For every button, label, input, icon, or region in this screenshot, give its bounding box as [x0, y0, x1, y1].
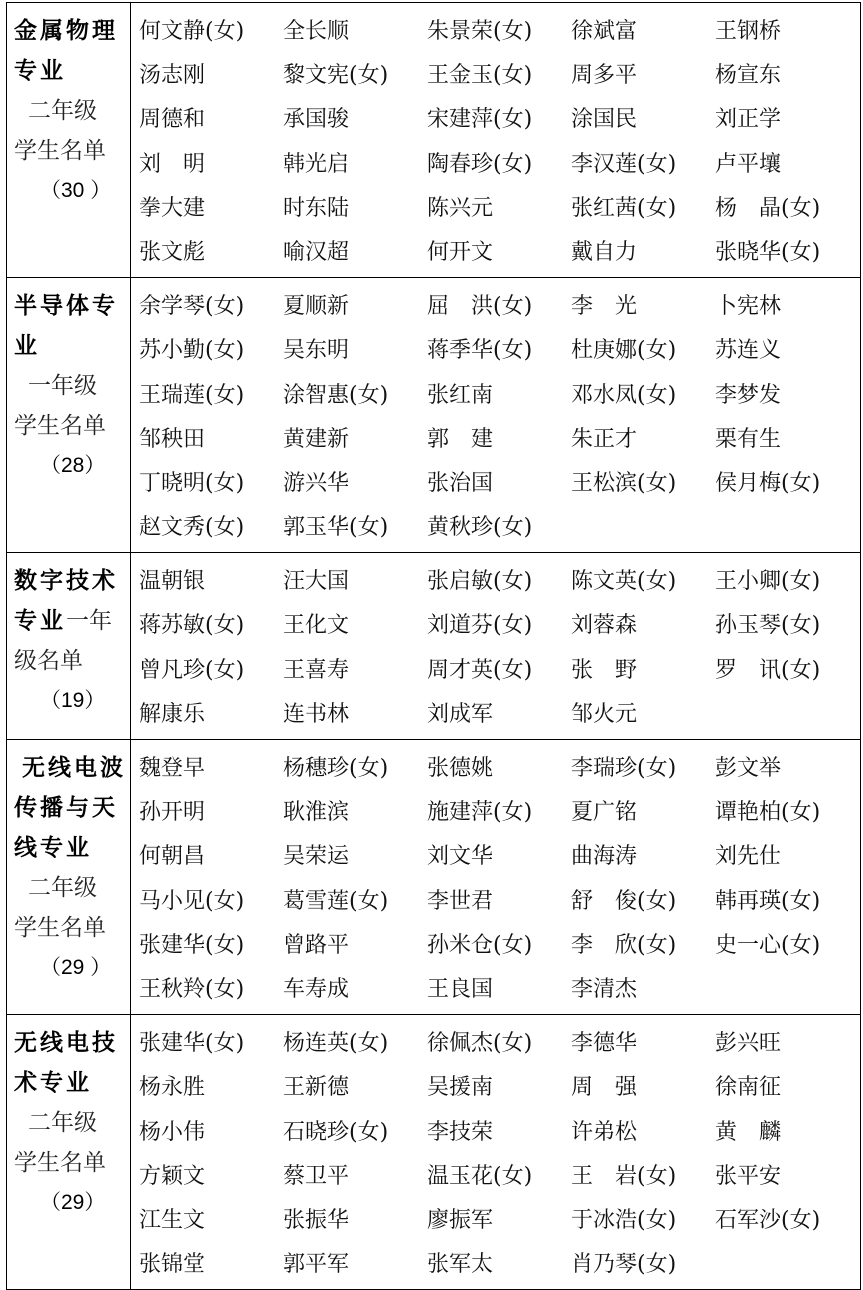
student-name: 邹秧田: [139, 426, 206, 452]
student-name: 李 光: [571, 294, 638, 320]
student-name: 朱景荣(女): [427, 19, 533, 44]
student-name: 汤志刚: [139, 63, 206, 89]
student-name: 彭兴旺: [715, 1031, 782, 1057]
student-name: 许弟松: [571, 1119, 638, 1145]
name-cell: [131, 278, 861, 553]
student-name: 江生文: [139, 1207, 206, 1233]
student-name: 张建华(女): [139, 932, 245, 958]
student-name: 舒 俊(女): [571, 888, 677, 914]
label-line: 无线电技: [14, 1030, 118, 1057]
student-name: 罗 讯(女): [715, 657, 821, 683]
label-line: 二年级: [28, 98, 97, 124]
student-name: 王钢桥: [715, 19, 782, 44]
student-name: 蔡卫平: [283, 1163, 350, 1189]
student-name: 杨小伟: [139, 1119, 206, 1145]
label-line: [14, 601, 130, 641]
student-name: 时东陆: [283, 195, 350, 221]
label-line: 一年级: [28, 373, 97, 400]
student-name: 曾凡珍(女): [139, 657, 245, 683]
student-name: 刘成军: [427, 701, 494, 727]
student-name: 李梦发: [715, 382, 782, 408]
label-line: 半导体专: [14, 293, 118, 320]
student-name: 于冰浩(女): [571, 1207, 677, 1233]
student-name: 张晓华(女): [715, 239, 821, 265]
student-name: 张红茜(女): [571, 195, 677, 221]
student-name: 车寿成: [283, 976, 350, 1002]
student-name: 周多平: [571, 63, 638, 89]
student-name: 蒋苏敏(女): [139, 613, 245, 639]
student-count: （30 ）: [40, 179, 112, 202]
label-line: 二年级: [28, 1110, 97, 1137]
student-name: 陶春珍(女): [427, 151, 533, 177]
student-name: 喻汉超: [283, 239, 350, 265]
student-name: 涂智惠(女): [283, 382, 389, 408]
label-line: 二年级: [28, 875, 97, 901]
label-line: 学生名单: [14, 138, 106, 164]
student-name: 张红南: [427, 382, 494, 408]
name-grid: [139, 12, 860, 277]
name-cell: [131, 740, 861, 1015]
student-name: 何开文: [427, 239, 494, 265]
name-grid: [139, 287, 860, 552]
student-name: 徐斌富: [571, 19, 638, 44]
student-name: 彭文举: [715, 756, 782, 781]
student-count: （29）: [40, 1191, 106, 1215]
name-grid: [139, 749, 860, 1014]
student-name: 吴荣运: [283, 844, 350, 870]
student-name: 郭 建: [427, 426, 494, 452]
student-name: 王小卿(女): [715, 569, 821, 595]
student-name: 石军沙(女): [715, 1207, 821, 1233]
label-line: 传播与天: [14, 795, 118, 821]
roster-section-metal-physics: [7, 3, 861, 278]
name-cell: [131, 553, 861, 740]
student-name: 栗有生: [715, 426, 782, 452]
student-name: 徐南征: [715, 1075, 782, 1101]
student-name: 张振华: [283, 1207, 350, 1233]
student-name: 杨永胜: [139, 1075, 206, 1101]
student-name: 卢平壤: [715, 151, 782, 177]
section-label: [7, 553, 131, 740]
student-name: 余学琴(女): [139, 294, 245, 320]
label-line: 专业: [14, 58, 66, 84]
label-normal-part: 一年: [66, 608, 112, 635]
student-name: 李世君: [427, 888, 494, 914]
student-name: 拳大建: [139, 195, 206, 221]
student-name: 孙米仓(女): [427, 932, 533, 958]
student-name: 李 欣(女): [571, 932, 677, 958]
student-name: 葛雪莲(女): [283, 888, 389, 914]
student-name: 刘文华: [427, 844, 494, 870]
student-name: 邓水凤(女): [571, 382, 677, 408]
student-name: 张文彪: [139, 239, 206, 265]
section-label: [7, 3, 131, 278]
roster-section-radio-wave: [7, 740, 861, 1015]
student-name: 张锦堂: [139, 1252, 206, 1278]
student-name: 韩光启: [283, 151, 350, 177]
student-name: 侯月梅(女): [715, 470, 821, 496]
student-name: 丁晓明(女): [139, 470, 245, 496]
student-name: 刘正学: [715, 107, 782, 133]
student-name: 刘先仕: [715, 844, 782, 870]
student-name: 李德华: [571, 1031, 638, 1057]
label-line: 级名单: [14, 648, 83, 675]
student-name: 王喜寿: [283, 657, 350, 683]
student-name: 魏登早: [139, 756, 206, 781]
student-name: 曾路平: [283, 932, 350, 958]
label-line: 学生名单: [14, 413, 106, 440]
name-cell: [131, 3, 861, 278]
roster-section-digital-tech: [7, 553, 861, 740]
student-count: （29 ）: [40, 956, 112, 979]
student-name: 刘道芬(女): [427, 613, 533, 639]
student-name: 连书林: [283, 701, 350, 727]
student-name: 承国骏: [283, 107, 350, 133]
roster-section-radio-tech: [7, 1015, 861, 1290]
student-name: 张德姚: [427, 756, 494, 781]
student-name: 周才英(女): [427, 657, 533, 683]
student-name: 张建华(女): [139, 1031, 245, 1057]
student-name: 夏广铭: [571, 800, 638, 826]
student-name: 黄建新: [283, 426, 350, 452]
student-name: 郭平军: [283, 1252, 350, 1278]
student-name: 耿淮滨: [283, 800, 350, 826]
student-name: 肖乃琴(女): [571, 1252, 677, 1278]
student-name: 夏顺新: [283, 294, 350, 320]
student-name: 王松滨(女): [571, 470, 677, 496]
student-name: 杨连英(女): [283, 1031, 389, 1057]
student-name: 张启敏(女): [427, 569, 533, 595]
student-name: 张平安: [715, 1163, 782, 1189]
student-name: 王瑞莲(女): [139, 382, 245, 408]
student-name: 王新德: [283, 1075, 350, 1101]
student-name: 解康乐: [139, 701, 206, 727]
student-name: 马小见(女): [139, 888, 245, 914]
student-name: 何朝昌: [139, 844, 206, 870]
student-roster-table: [6, 2, 861, 1290]
student-name: 杨穗珍(女): [283, 756, 389, 781]
student-name: 李汉莲(女): [571, 151, 677, 177]
student-name: 吴东明: [283, 338, 350, 364]
student-count: （19）: [40, 689, 106, 713]
student-name: 李技荣: [427, 1119, 494, 1145]
student-name: 杨宣东: [715, 63, 782, 89]
student-name: 苏连义: [715, 338, 782, 364]
student-name: 谭艳柏(女): [715, 800, 821, 826]
label-line: 线专业: [14, 835, 92, 861]
student-name: 黄秋珍(女): [427, 515, 533, 541]
student-name: 何文静(女): [139, 19, 245, 44]
name-cell: [131, 1015, 861, 1290]
label-line: 学生名单: [14, 1150, 106, 1177]
section-label: [7, 278, 131, 553]
student-name: 张军太: [427, 1252, 494, 1278]
student-name: 宋建萍(女): [427, 107, 533, 133]
student-name: 杨 晶(女): [715, 195, 821, 221]
student-name: 戴自力: [571, 239, 638, 265]
student-name: 黄 麟: [715, 1119, 782, 1145]
label-line: 金属物理: [14, 18, 118, 44]
student-name: 王良国: [427, 976, 494, 1002]
student-name: 张 野: [571, 657, 638, 683]
student-name: 徐佩杰(女): [427, 1031, 533, 1057]
label-line: 术专业: [14, 1070, 92, 1097]
name-grid: [139, 1024, 860, 1289]
label-bold-part: 专业: [14, 608, 66, 635]
student-name: 全长顺: [283, 19, 350, 44]
student-name: 邹火元: [571, 701, 638, 727]
student-name: 卜宪林: [715, 294, 782, 320]
section-label: [7, 740, 131, 1015]
student-name: 汪大国: [283, 569, 350, 595]
student-name: 温玉花(女): [427, 1163, 533, 1189]
student-name: 黎文宪(女): [283, 63, 389, 89]
roster-section-semiconductor: [7, 278, 861, 553]
student-name: 屈 洪(女): [427, 294, 533, 320]
student-name: 周 强: [571, 1075, 638, 1101]
student-name: 方颖文: [139, 1163, 206, 1189]
student-name: 史一心(女): [715, 932, 821, 958]
student-name: 苏小勤(女): [139, 338, 245, 364]
student-name: 蒋季华(女): [427, 338, 533, 364]
student-name: 王金玉(女): [427, 63, 533, 89]
student-name: 陈兴元: [427, 195, 494, 221]
student-name: 赵文秀(女): [139, 515, 245, 541]
label-line: 数字技术: [14, 568, 118, 595]
student-name: 陈文英(女): [571, 569, 677, 595]
student-name: 孙开明: [139, 800, 206, 826]
student-name: 石晓珍(女): [283, 1119, 389, 1145]
student-name: 施建萍(女): [427, 800, 533, 826]
student-count: （28）: [40, 454, 106, 478]
student-name: 吴援南: [427, 1075, 494, 1101]
student-name: 李瑞珍(女): [571, 756, 677, 781]
label-line: 无线电波: [22, 755, 126, 781]
label-line: 学生名单: [14, 915, 106, 941]
student-name: 刘 明: [139, 151, 206, 177]
student-name: 曲海涛: [571, 844, 638, 870]
section-label: [7, 1015, 131, 1290]
student-name: 李清杰: [571, 976, 638, 1002]
student-name: 温朝银: [139, 569, 206, 595]
student-name: 郭玉华(女): [283, 515, 389, 541]
student-name: 王化文: [283, 613, 350, 639]
student-name: 涂国民: [571, 107, 638, 133]
student-name: 孙玉琴(女): [715, 613, 821, 639]
student-name: 朱正才: [571, 426, 638, 452]
student-name: 张治国: [427, 470, 494, 496]
student-name: 杜庚娜(女): [571, 338, 677, 364]
student-name: 游兴华: [283, 470, 350, 496]
student-name: 刘蓉森: [571, 613, 638, 639]
student-name: 王秋羚(女): [139, 976, 245, 1002]
student-name: 王 岩(女): [571, 1163, 677, 1189]
label-line: 业: [14, 333, 40, 360]
student-name: 韩再瑛(女): [715, 888, 821, 914]
name-grid: [139, 562, 860, 739]
student-name: 周德和: [139, 107, 206, 133]
student-name: 廖振军: [427, 1207, 494, 1233]
